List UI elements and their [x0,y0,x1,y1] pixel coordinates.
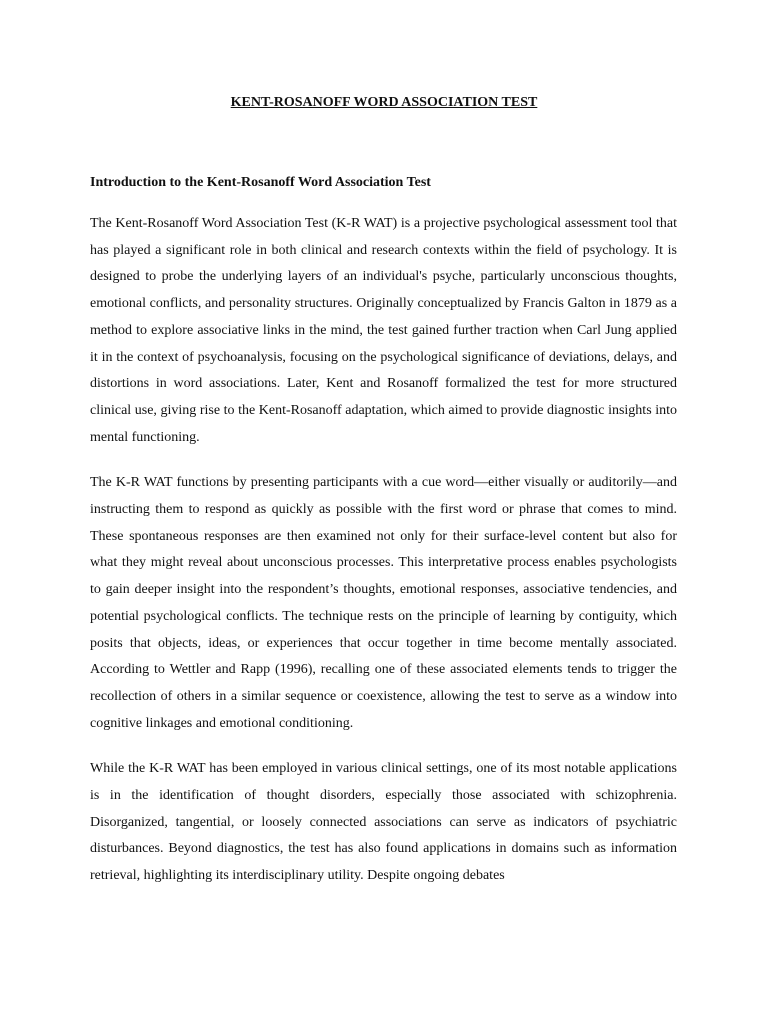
section-heading: Introduction to the Kent-Rosanoff Word Association Test [90,175,431,190]
document-body [90,211,677,909]
paragraph-2: The K-R WAT functions by presenting participants with a cue word—either visually or auditorily—and instructing them to respond as quickly as possible with the first word or phrase that comes to mind. These spontaneous responses are then examined not only for their surface-level content but also for what they might reveal about unconscious processes. This interpretative process enables psychologists to gain deeper insight into the respondent’s thoughts, emotional responses, associative tendencies, and potential psychological conflicts. The technique rests on the principle of learning by contiguity, which posits that objects, ideas, or experiences that occur together in time become mentally associated. According to Wettler and Rapp (1996), recalling one of these associated elements tends to trigger the recollection of others in a similar sequence or coexistence, allowing the test to serve as a window into cognitive linkages and emotional conditioning. [90,475,677,731]
paragraph-1: The Kent-Rosanoff Word Association Test (K-R WAT) is a projective psychological assessment tool that has played a significant role in both clinical and research contexts within the field of psychology. It is designed to probe the underlying layers of an individual's psyche, particularly unconscious thoughts, emotional conflicts, and personality structures. Originally conceptualized by Francis Galton in 1879 as a method to explore associative links in the mind, the test gained further traction when Carl Jung applied it in the context of psychoanalysis, focusing on the psychological significance of deviations, delays, and distortions in word associations. Later, Kent and Rosanoff formalized the test for more structured clinical use, giving rise to the Kent-Rosanoff adaptation, which aimed to provide diagnostic insights into mental functioning. [90,216,677,445]
document-title: KENT-ROSANOFF WORD ASSOCIATION TEST [230,95,538,110]
paragraph-3: While the K-R WAT has been employed in various clinical settings, one of its most notable applications is in the identification of thought disorders, especially those associated with schizophrenia. Disorganized, tangential, or loosely connected associations can serve as indicators of psychiatric disturbances. Beyond diagnostics, the test has also found applications in domains such as information retrieval, highlighting its interdisciplinary utility. Despite ongoing debates [90,761,677,884]
